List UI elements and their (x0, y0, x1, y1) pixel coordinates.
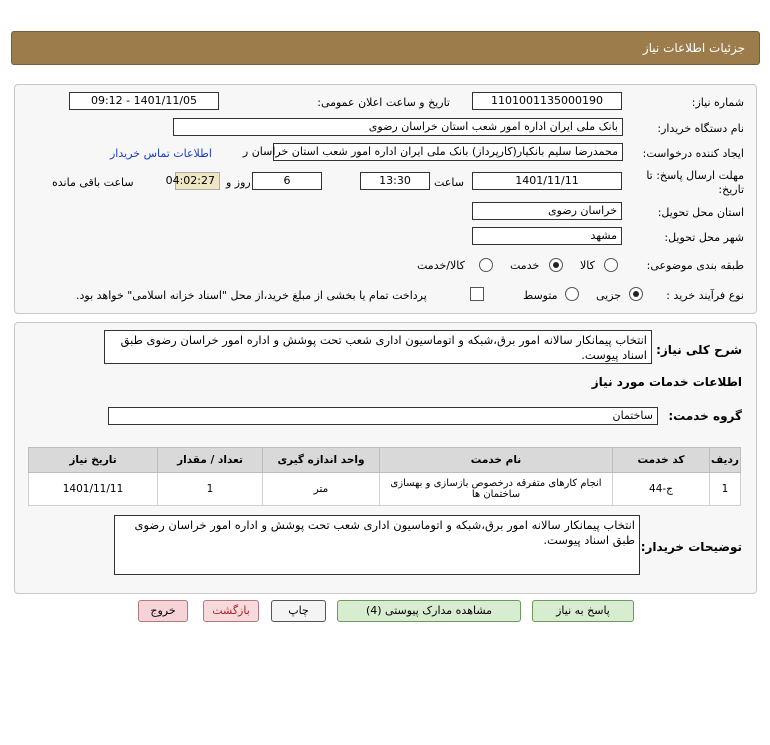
deadline-days-label: روز و (226, 176, 251, 189)
category-label: طبقه بندی موضوعی: (646, 259, 744, 272)
cell-need-date: 1401/11/11 (29, 473, 158, 506)
category-radio-goods-service[interactable] (479, 258, 493, 272)
province-field: خراسان رضوی (472, 202, 622, 220)
deadline-days-field: 6 (252, 172, 322, 190)
summary-label: شرح کلی نیاز: (656, 343, 742, 357)
remaining-time-field: 04:02:27 (175, 172, 220, 190)
payment-note: پرداخت تمام یا بخشی از مبلغ خرید،از محل "اسناد خزانه اسلامی" خواهد بود. (76, 289, 427, 302)
requester-field: محمدرضا سلیم بانکیار(کارپرداز) بانک ملی ایران اداره امور شعب استان خراسان ر (273, 143, 623, 161)
announce-field: 1401/11/05 - 09:12 (69, 92, 219, 110)
city-field: مشهد (472, 227, 622, 245)
services-table (28, 447, 741, 506)
process-radio-minor[interactable] (629, 287, 643, 301)
col-header-qty: تعداد / مقدار (158, 448, 263, 473)
buyer-notes-label: توضیحات خریدار: (640, 540, 742, 554)
col-header-date: تاریخ نیاز (29, 448, 158, 473)
exit-button[interactable]: خروج (138, 600, 188, 622)
view-attachments-button[interactable]: مشاهده مدارک پیوستی (4) (337, 600, 521, 622)
remaining-time-label: ساعت باقی مانده (52, 176, 134, 189)
deadline-label: مهلت ارسال پاسخ: تا (646, 169, 744, 182)
cell-row-number: 1 (710, 473, 741, 506)
service-group-label: گروه خدمت: (668, 409, 742, 423)
need-number-field: 1101001135000190 (472, 92, 622, 110)
requester-label: ایجاد کننده درخواست: (642, 147, 744, 160)
col-header-row: ردیف (710, 448, 741, 473)
province-label: استان محل تحویل: (657, 206, 744, 219)
buyer-org-label: نام دستگاه خریدار: (657, 122, 744, 135)
services-heading: اطلاعات خدمات مورد نیاز (591, 375, 742, 389)
deadline-time-field: 13:30 (360, 172, 430, 190)
back-button[interactable]: بازگشت (203, 600, 259, 622)
process-option-minor: جزیی (596, 289, 622, 302)
process-radio-medium[interactable] (565, 287, 579, 301)
cell-unit: متر (263, 473, 380, 506)
buyer-contact-link[interactable]: اطلاعات تماس خریدار (110, 147, 212, 160)
need-number-label: شماره نیاز: (691, 96, 744, 109)
buyer-org-field: بانک ملی ایران اداره امور شعب استان خراسان رضوی (173, 118, 623, 136)
category-radio-goods[interactable] (604, 258, 618, 272)
service-group-field: ساختمان (108, 407, 658, 425)
process-option-medium: متوسط (523, 289, 558, 302)
page-header (11, 31, 760, 65)
respond-button[interactable]: پاسخ به نیاز (532, 600, 634, 622)
col-header-name: نام خدمت (380, 448, 613, 473)
process-label: نوع فرآیند خرید : (666, 289, 744, 302)
treasury-checkbox[interactable] (470, 287, 484, 301)
cell-service-code: ج-44 (613, 473, 710, 506)
page-title: جزئیات اطلاعات نیاز (642, 41, 745, 55)
city-label: شهر محل تحویل: (664, 231, 744, 244)
announce-label: تاریخ و ساعت اعلان عمومی: (317, 96, 450, 109)
category-radio-service[interactable] (549, 258, 563, 272)
col-header-code: کد خدمت (613, 448, 710, 473)
cell-quantity: 1 (158, 473, 263, 506)
summary-text: انتخاب پیمانکار سالانه امور برق،شبکه و اتوماسیون اداری شعب تحت پوشش و اداره امور خراسان رضوی طبق اسناد پیوست. (104, 330, 652, 364)
col-header-unit: واحد اندازه گیری (263, 448, 380, 473)
category-option-goods-service: کالا/خدمت (417, 259, 465, 272)
deadline-time-label: ساعت (434, 176, 464, 189)
cell-service-name: انجام کارهای متفرقه درخصوص بازسازی و بهسازی ساختمان ها (380, 473, 613, 506)
print-button[interactable]: چاپ (271, 600, 326, 622)
table-row (29, 473, 741, 506)
category-option-service: خدمت (510, 259, 540, 272)
deadline-label-2: تاریخ: (718, 183, 744, 196)
buyer-notes-text: انتخاب پیمانکار سالانه امور برق،شبکه و اتوماسیون اداری شعب تحت پوشش و اداره امور خراسان رضوی طبق اسناد پیوست. (114, 515, 640, 575)
deadline-date-field: 1401/11/11 (472, 172, 622, 190)
category-option-goods: کالا (580, 259, 595, 272)
